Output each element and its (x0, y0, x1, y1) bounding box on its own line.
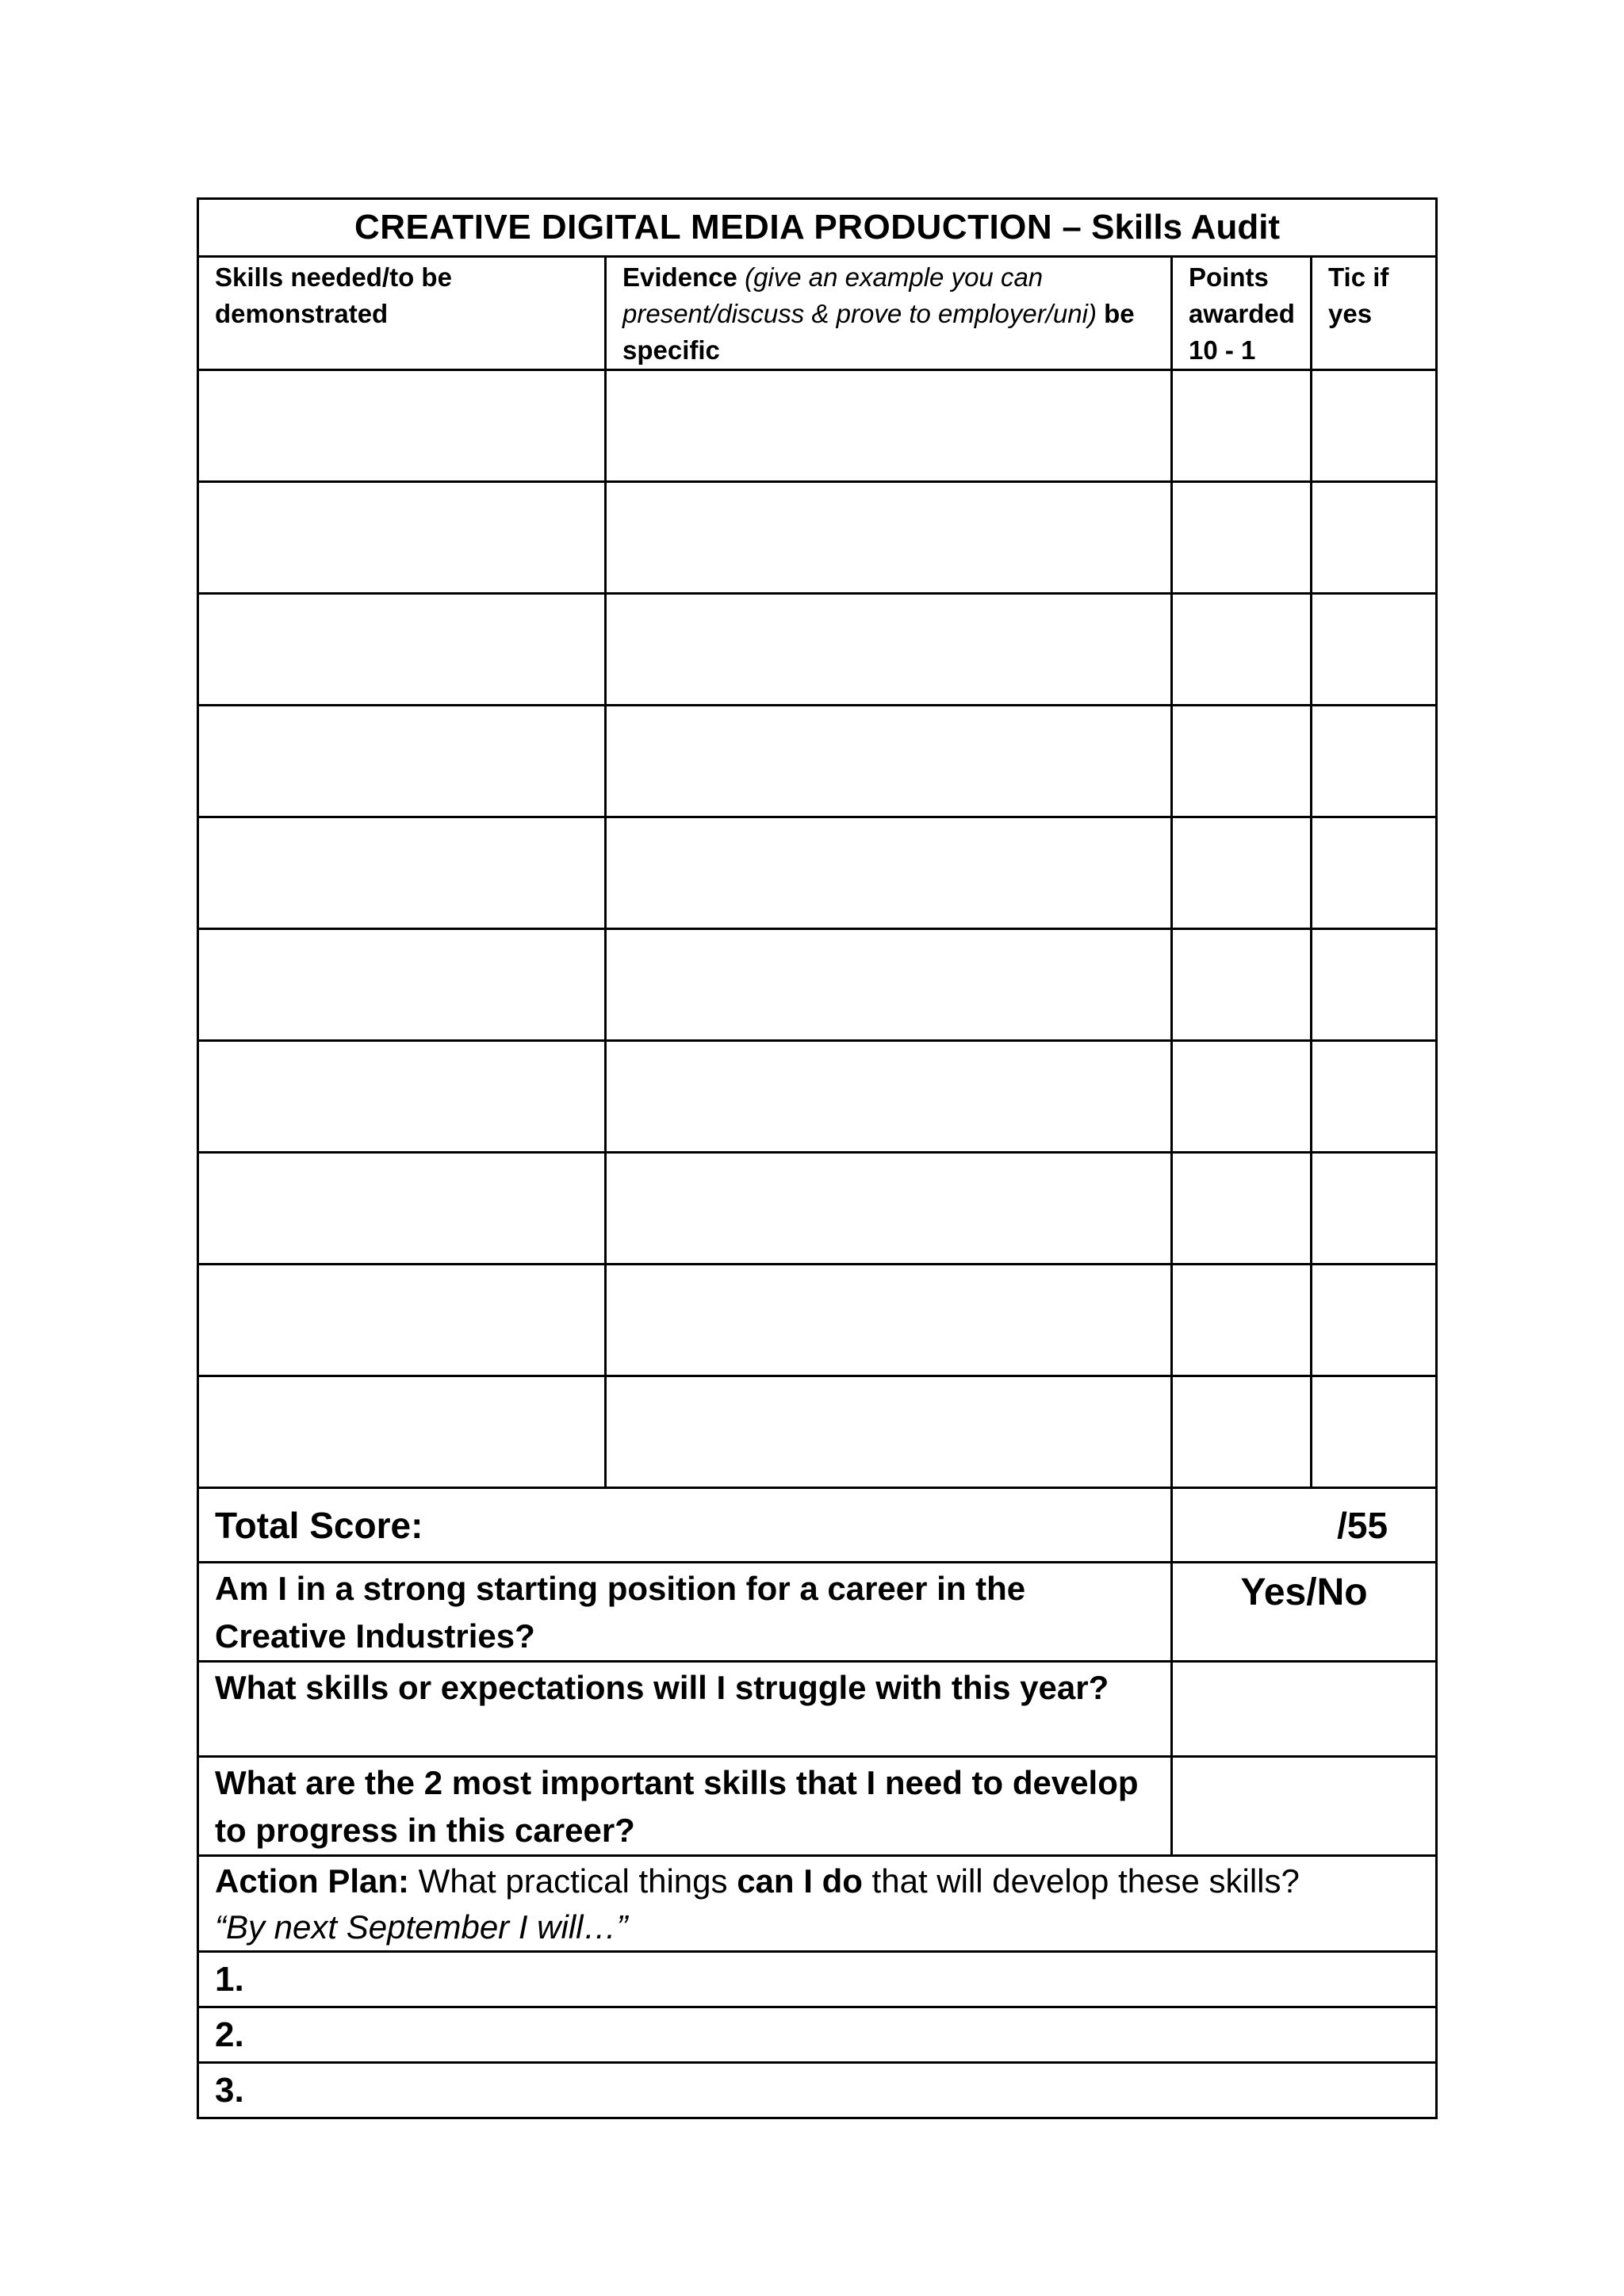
evidence-cell[interactable] (606, 1376, 1172, 1488)
page-title (198, 199, 1437, 257)
action-item-1[interactable]: 1. (198, 1952, 1437, 2007)
skill-cell[interactable] (198, 1265, 606, 1376)
points-cell[interactable] (1172, 594, 1312, 706)
skill-cell[interactable] (198, 706, 606, 817)
table-row (198, 706, 1437, 817)
skill-cell[interactable] (198, 594, 606, 706)
table-row (198, 929, 1437, 1041)
skills-audit-table (197, 197, 1438, 2119)
action-item-row (198, 2007, 1437, 2063)
title-row (198, 199, 1437, 257)
title-dash: – (1052, 208, 1092, 247)
header-tick (1312, 257, 1437, 370)
total-score-row (198, 1488, 1437, 1563)
title-main: CREATIVE DIGITAL MEDIA PRODUCTION (354, 208, 1053, 247)
skill-cell[interactable] (198, 370, 606, 482)
table-row (198, 594, 1437, 706)
action-item-row (198, 1952, 1437, 2007)
points-cell[interactable] (1172, 1153, 1312, 1265)
skill-cell[interactable] (198, 482, 606, 594)
evidence-cell[interactable] (606, 1153, 1172, 1265)
action-item-3[interactable]: 3. (198, 2063, 1437, 2118)
action-plan-text-bold: can I do (737, 1862, 863, 1900)
evidence-cell[interactable] (606, 929, 1172, 1041)
table-row (198, 817, 1437, 929)
header-skills-label: Skills needed/to be demonstrated (215, 262, 452, 328)
action-plan-label: Action Plan: (215, 1862, 410, 1900)
evidence-cell[interactable] (606, 817, 1172, 929)
action-plan-text-2: that will develop these skills? (862, 1862, 1300, 1900)
action-plan-text-1: What practical things (409, 1862, 737, 1900)
table-row (198, 1041, 1437, 1153)
points-cell[interactable] (1172, 1376, 1312, 1488)
skill-cell[interactable] (198, 929, 606, 1041)
question-row-important-skills (198, 1757, 1437, 1856)
tick-cell[interactable] (1312, 370, 1437, 482)
yes-no-answer[interactable]: Yes/No (1172, 1563, 1437, 1662)
tick-cell[interactable] (1312, 1376, 1437, 1488)
skill-cell[interactable] (198, 817, 606, 929)
tick-cell[interactable] (1312, 594, 1437, 706)
evidence-cell[interactable] (606, 706, 1172, 817)
tick-cell[interactable] (1312, 706, 1437, 817)
question-row-struggle (198, 1662, 1437, 1757)
points-cell[interactable] (1172, 1265, 1312, 1376)
tick-cell[interactable] (1312, 1041, 1437, 1153)
action-item-row (198, 2063, 1437, 2118)
tick-cell[interactable] (1312, 817, 1437, 929)
points-cell[interactable] (1172, 929, 1312, 1041)
header-evidence-label: Evidence (622, 262, 737, 292)
header-points (1172, 257, 1312, 370)
points-cell[interactable] (1172, 482, 1312, 594)
tick-cell[interactable] (1312, 1265, 1437, 1376)
skill-cell[interactable] (198, 1376, 606, 1488)
evidence-cell[interactable] (606, 1041, 1172, 1153)
answer-important-skills-cell[interactable] (1172, 1757, 1437, 1856)
total-score-label: Total Score: (198, 1488, 1172, 1563)
evidence-cell[interactable] (606, 482, 1172, 594)
action-plan-cell (198, 1856, 1437, 1952)
tick-cell[interactable] (1312, 482, 1437, 594)
points-cell[interactable] (1172, 1041, 1312, 1153)
action-plan-row (198, 1856, 1437, 1952)
skills-audit-sheet (197, 197, 1435, 2119)
evidence-cell[interactable] (606, 1265, 1172, 1376)
points-cell[interactable] (1172, 370, 1312, 482)
table-row (198, 370, 1437, 482)
header-evidence (606, 257, 1172, 370)
header-skills (198, 257, 606, 370)
total-score-value[interactable]: /55 (1172, 1488, 1437, 1563)
evidence-cell[interactable] (606, 370, 1172, 482)
points-cell[interactable] (1172, 706, 1312, 817)
question-struggle: What skills or expectations will I struggle with this year? (198, 1662, 1172, 1757)
question-important-skills: What are the 2 most important skills that I need to develop to progress in this career? (198, 1757, 1172, 1856)
header-tick-label: Tic if yes (1328, 262, 1389, 328)
table-row (198, 1376, 1437, 1488)
answer-struggle-cell[interactable] (1172, 1662, 1437, 1757)
table-row (198, 1153, 1437, 1265)
header-evidence-note: be specific (622, 299, 1135, 365)
title-sub: Skills Audit (1091, 208, 1281, 247)
skill-cell[interactable] (198, 1041, 606, 1153)
header-evidence-hint: (give an example you can present/discuss & prove to employer/uni) (622, 262, 1097, 328)
evidence-cell[interactable] (606, 594, 1172, 706)
skill-cell[interactable] (198, 1153, 606, 1265)
header-row (198, 257, 1437, 370)
tick-cell[interactable] (1312, 929, 1437, 1041)
question-row-strong-position (198, 1563, 1437, 1662)
table-row (198, 482, 1437, 594)
header-points-label: Points awarded 10 - 1 (1189, 262, 1295, 365)
action-plan-quote: “By next September I will…” (215, 1908, 628, 1946)
points-cell[interactable] (1172, 817, 1312, 929)
question-strong-position: Am I in a strong starting position for a career in the Creative Industries? (198, 1563, 1172, 1662)
tick-cell[interactable] (1312, 1153, 1437, 1265)
table-row (198, 1265, 1437, 1376)
action-item-2[interactable]: 2. (198, 2007, 1437, 2063)
